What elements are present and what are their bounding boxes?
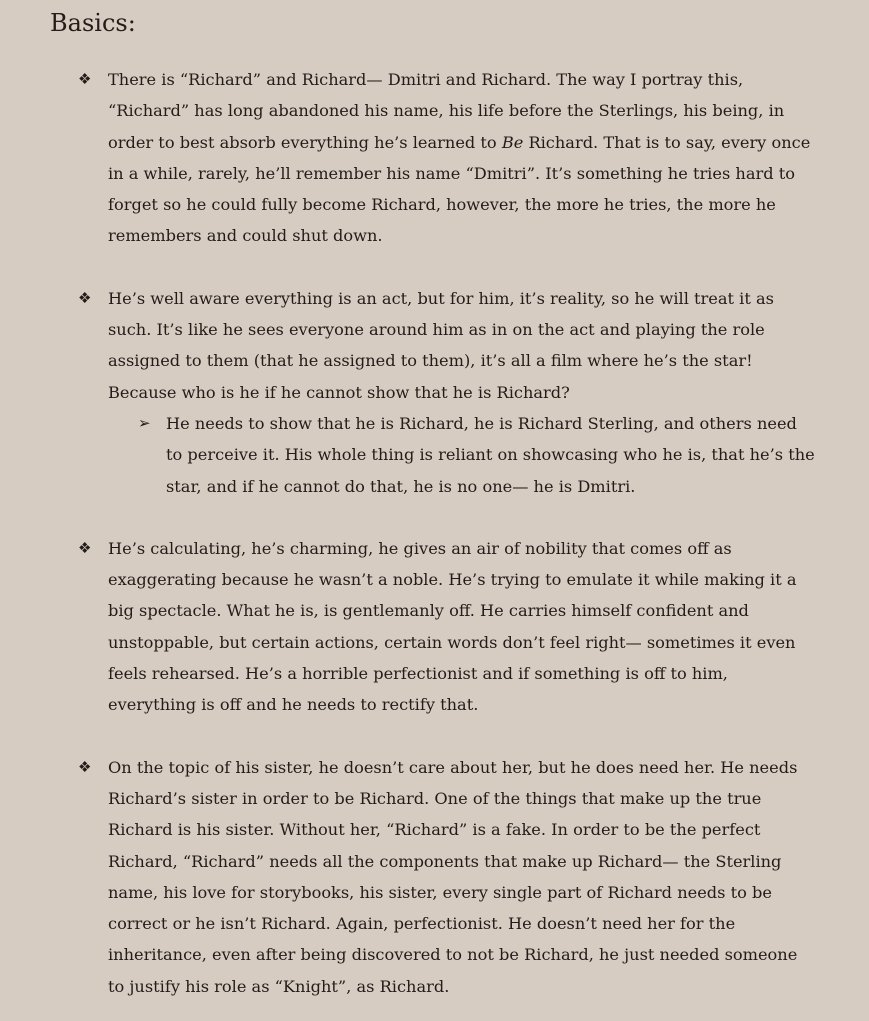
- bullet-text: He’s calculating, he’s charming, he gives an air of nobility that comes off as exaggerating because he wasn’t a noble. He’s trying to emulate it while making it a big spectacle. What he is, is gentlemanly off. He carries himself confident and unstoppable, but certain actions, certain words don’t feel right— sometimes it even feels rehearsed. He’s a horrible perfectionist and if something is off to him, everything is off and he needs to rectify that.: [108, 538, 797, 715]
- diamond-bullet-icon: ❖: [78, 70, 92, 88]
- bullet-text-part: There is “Richard” and Richard— Dmitri and Richard. The way I portray this, “Richard” has long abandoned his name, his life before the Sterlings, his being, in order to best absorb everything he’s learned to: [108, 70, 785, 152]
- bullet-list: [78, 64, 818, 1002]
- bullet-item: [78, 752, 818, 1002]
- sub-bullet-text: He needs to show that he is Richard, he is Richard Sterling, and others need to perceive it. His whole thing is reliant on showcasing who he is, that he’s the star, and if he cannot do that, he is no one— he is Dmitri.: [166, 413, 815, 496]
- diamond-bullet-icon: ❖: [78, 757, 92, 776]
- emphasis-text: Be: [501, 132, 524, 152]
- section-heading: Basics:: [50, 9, 136, 37]
- sub-bullet-list: [108, 408, 818, 502]
- bullet-item: [78, 64, 818, 252]
- bullet-text-part: Richard. That is to say, every once in a while, rarely, he’ll remember his name “Dmitri”. It’s something he tries hard to forget so he could fully become Richard, however, the more he tries, the more he remembers and could shut down.: [108, 132, 811, 246]
- bullet-item: [78, 533, 818, 721]
- diamond-bullet-icon: ❖: [78, 288, 92, 307]
- bullet-text: He’s well aware everything is an act, but for him, it’s reality, so he will treat it as such. It’s like he sees everyone around him as in on the act and playing the role assigned to them (that he assigned to them), it’s all a film where he’s the star! Because who is he if he cannot show that he is Richard?: [108, 288, 774, 402]
- sub-bullet-item: [138, 408, 818, 502]
- bullet-item: [78, 283, 818, 502]
- diamond-bullet-icon: ❖: [78, 538, 92, 557]
- bullet-text: [108, 64, 818, 252]
- bullet-text: On the topic of his sister, he doesn’t care about her, but he does need her. He needs Richard’s sister in order to be Richard. One of the things that make up the true Richard is his sister. Without her, “Richard” is a fake. In order to be the perfect Richard, “Richard” needs all the components that make up Richard— the Sterling name, his love for storybooks, his sister, every single part of Richard needs to be correct or he isn’t Richard. Again, perfectionist. He doesn’t need her for the inheritance, even after being discovered to not be Richard, he just needed someone to justify his role as “Knight”, as Richard.: [108, 757, 798, 996]
- arrow-bullet-icon: ➢: [138, 413, 151, 432]
